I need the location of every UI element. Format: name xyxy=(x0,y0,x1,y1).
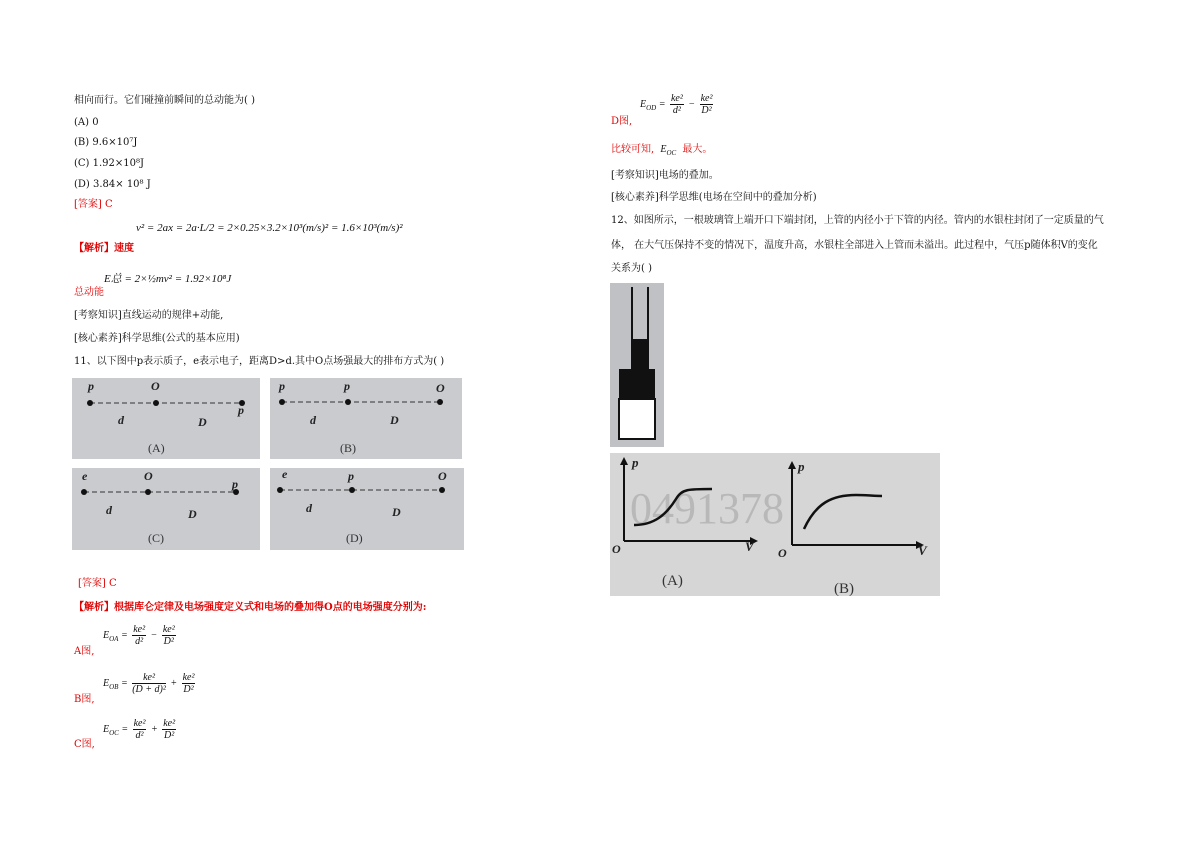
panel-d-D: D xyxy=(392,505,401,519)
panel-b-left: p xyxy=(279,379,285,393)
panel-b-caption: (B) xyxy=(340,441,356,455)
fig-d-label: D图, xyxy=(611,116,633,127)
graph-b-origin: O xyxy=(778,546,787,560)
knowledge-1: [考察知识]直线运动的规律+动能, xyxy=(74,310,224,321)
option-c: (C) 1.92×10⁸J xyxy=(74,158,145,169)
answer-1: [答案] C xyxy=(74,199,113,210)
core-2: [核心素养]科学思维(电场在空间中的叠加分析) xyxy=(611,192,817,203)
panel-a-image xyxy=(72,378,260,459)
graph-b-p-axis: p xyxy=(798,459,805,474)
graph-a-p-axis: p xyxy=(632,455,639,470)
question-12-line3: 关系为( ) xyxy=(611,263,652,274)
panel-a-mid: O xyxy=(151,379,160,393)
panel-c-D: D xyxy=(188,507,197,521)
panel-c-image xyxy=(72,468,260,550)
graph-a-origin: O xyxy=(612,542,621,556)
analysis-label: 【解析】 xyxy=(74,243,114,254)
panel-d-caption: (D) xyxy=(346,531,363,545)
fig-c-label: C图, xyxy=(74,739,95,750)
analysis-2-label: 【解析】 xyxy=(74,602,114,613)
panel-b-image xyxy=(270,378,462,459)
panel-c-left: e xyxy=(82,469,88,483)
panel-d-d: d xyxy=(306,501,312,515)
panel-a-left: p xyxy=(88,379,94,393)
equation-eod: $E_{OD}$ = $\frac{\text{ke²}}{\text{d²}}$ − $\frac{\text{ke²}}{\text{D²}}$ xyxy=(640,93,713,116)
equation-eoc: $E_{OC}$ = $\frac{\text{ke²}}{\text{d²}}$ + $\frac{\text{ke²}}{\text{D²}}$ xyxy=(103,718,176,741)
compare-line xyxy=(611,143,712,160)
analysis-2-line xyxy=(74,601,426,614)
compare-suffix: 最大。 xyxy=(682,144,713,155)
fig-a-label: A图, xyxy=(74,646,95,657)
option-d: (D) 3.84× 10⁸ J xyxy=(74,179,151,190)
speed-equation: v² = 2ax = 2a·L/2 = 2×0.25×3.2×10³(m/s)² = 1.6×10³(m/s)² xyxy=(136,222,403,234)
panel-a-d: d xyxy=(118,413,124,427)
question-12-line1: 12、如图所示，一根玻璃管上端开口下端封闭，上管的内径小于下管的内径。管内的水银柱封闭了一定质量的气 xyxy=(611,215,1104,226)
compare-prefix: 比较可知, xyxy=(611,144,655,155)
option-a: (A) 0 xyxy=(74,117,99,128)
glass-tube-figure xyxy=(610,283,664,447)
question-12-line2: 体， 在大气压保持不变的情况下，温度升高，水银柱全部进入上管而未溢出。此过程中，气压p随体积V的变化 xyxy=(611,240,1098,251)
panel-b-D: D xyxy=(390,413,399,427)
kinetic-energy-equation: E总 = 2×½mv² = 1.92×10⁸J xyxy=(104,273,232,285)
graph-b-v-axis: V xyxy=(918,543,927,558)
answer-2: [答案] C xyxy=(78,578,117,589)
total-ke-label: 总动能 xyxy=(74,287,104,298)
equation-eoa: $E_{OA}$ = $\frac{\text{ke²}}{\text{d²}}$ − $\frac{\text{ke²}}{\text{D²}}$ xyxy=(103,624,175,647)
panel-a-D: D xyxy=(198,415,207,429)
analysis-2-text: 根据库仑定律及电场强度定义式和电场的叠加得O点的电场强度分别为: xyxy=(114,602,427,613)
speed-label: 速度 xyxy=(114,243,134,254)
panel-b-mid: p xyxy=(344,379,350,393)
panel-c-caption: (C) xyxy=(148,531,164,545)
question-11: 11、以下图中p表示质子，e表示电子，距离D>d.其中O点场强最大的排布方式为( ) xyxy=(74,356,445,367)
watermark-number: 0491378 xyxy=(630,484,784,533)
graph-b-caption: (B) xyxy=(834,581,854,596)
panel-b-right: O xyxy=(436,381,445,395)
equation-eob: $E_{OB}$ = $\frac{\text{ke²}}{\text{(D + d)²}}$ + $\frac{\text{ke²}}{\text{D²}}$ xyxy=(103,672,195,695)
panel-d-right: O xyxy=(438,469,447,483)
panel-b-d: d xyxy=(310,413,316,427)
panel-d-image xyxy=(270,468,464,550)
knowledge-2: [考察知识]电场的叠加。 xyxy=(611,170,719,181)
analysis-speed-line xyxy=(74,242,134,255)
q10-tail: 相向而行。它们碰撞前瞬间的总动能为( ) xyxy=(74,95,255,106)
panel-a-right: p xyxy=(238,403,244,417)
graph-a-caption: (A) xyxy=(662,573,683,589)
option-b: (B) 9.6×10⁷J xyxy=(74,137,138,148)
panel-a-caption: (A) xyxy=(148,441,165,455)
fig-b-label: B图, xyxy=(74,694,95,705)
panel-c-d: d xyxy=(106,503,112,517)
core-1: [核心素养]科学思维(公式的基本应用) xyxy=(74,333,240,344)
pv-graphs-figure xyxy=(610,453,940,596)
panel-d-left: e xyxy=(282,468,288,481)
eoc-symbol: $E_{OC}$ xyxy=(660,144,677,157)
graph-a-v-axis: V xyxy=(745,539,754,554)
panel-c-mid: O xyxy=(144,469,153,483)
panel-c-right: p xyxy=(232,477,238,491)
panel-d-mid: p xyxy=(348,469,354,483)
